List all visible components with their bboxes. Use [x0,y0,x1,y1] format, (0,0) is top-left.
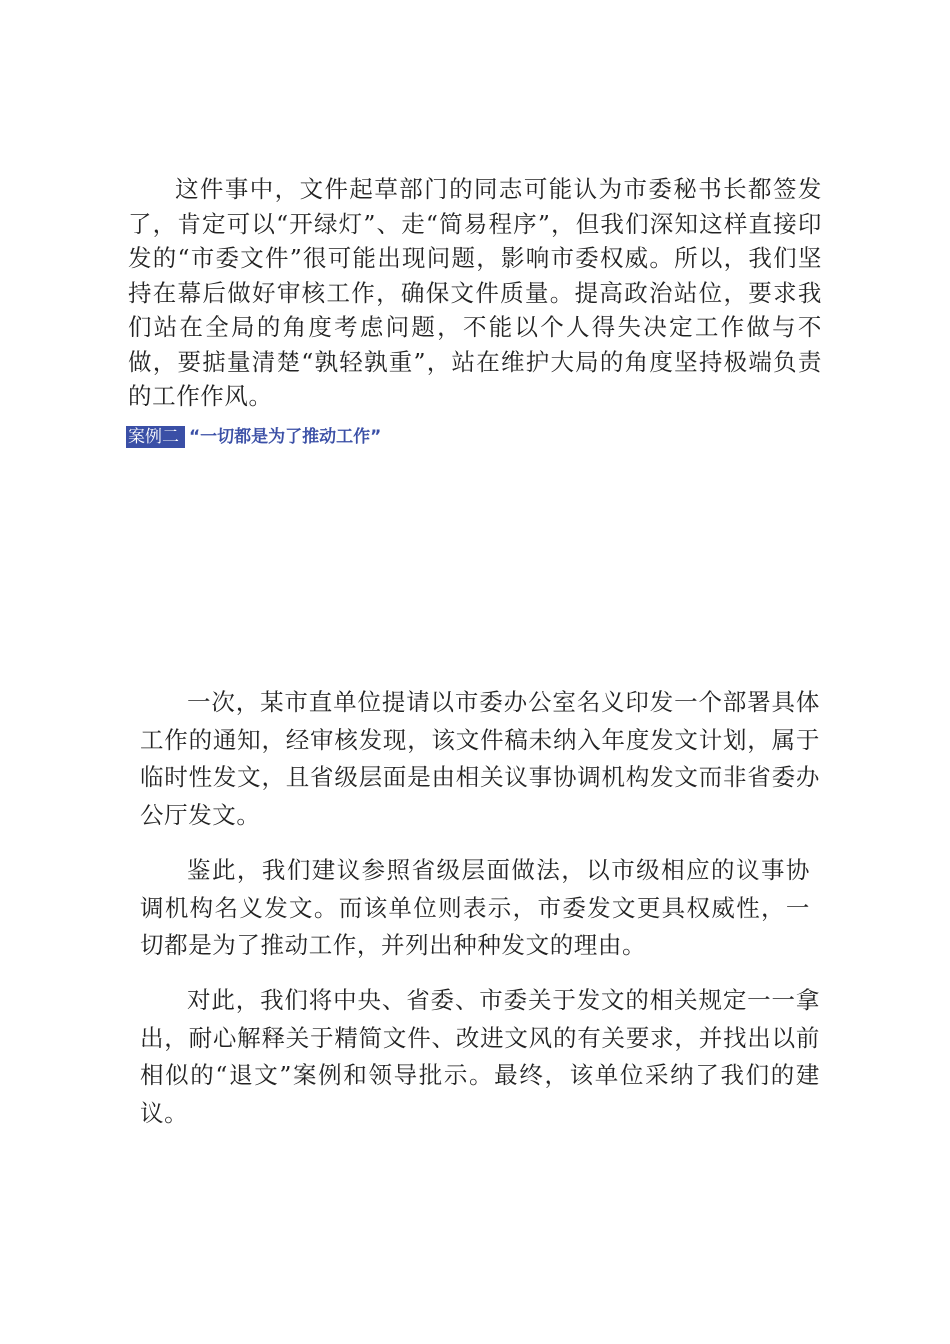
case-heading [126,425,381,449]
paragraph-intro: 这件事中，文件起草部门的同志可能认为市委秘书长都签发了，肯定可以“开绿灯”、走“简易程序”，但我们深知这样直接印发的“市委文件”很可能出现问题，影响市委权威。所以，我们坚持在幕后做好审核工作，确保文件质量。提高政治站位，要求我们站在全局的角度考虑问题，不能以个人得失决定工作做与不做，要掂量清楚“孰轻孰重”，站在维护大局的角度坚持极端负责的工作作风。 [128,175,822,410]
paragraph-case-resolution: 对此，我们将中央、省委、市委关于发文的相关规定一一拿出，耐心解释关于精简文件、改进文风的有关要求，并找出以前相似的“退文”案例和领导批示。最终，该单位采纳了我们的建议。 [140,986,820,1127]
case-title: “一切都是为了推动工作” [189,427,382,447]
case-label-badge: 案例二 [126,426,185,448]
paragraph-case-suggestion: 鉴此，我们建议参照省级层面做法，以市级相应的议事协调机构名义发文。而该单位则表示，市委发文更具权威性，一切都是为了推动工作，并列出种种发文的理由。 [140,856,810,959]
paragraph-case-background: 一次，某市直单位提请以市委办公室名义印发一个部署具体工作的通知，经审核发现，该文件稿未纳入年度发文计划，属于临时性发文，且省级层面是由相关议事协调机构发文而非省委办公厅发文。 [140,688,820,829]
